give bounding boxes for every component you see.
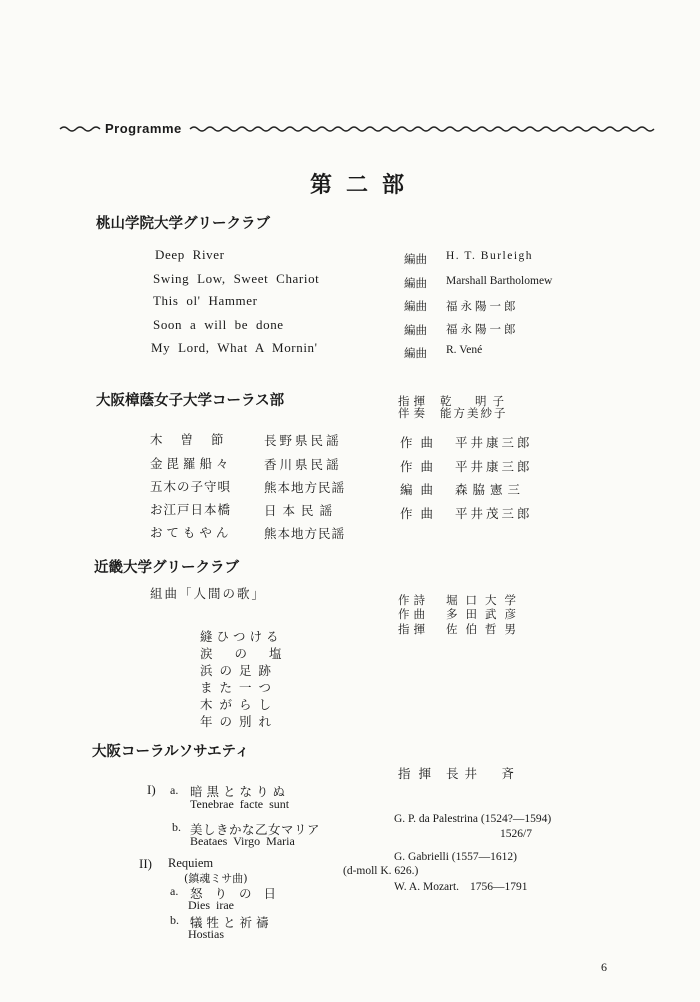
song-title: My Lord, What A Mornin' [151, 340, 318, 355]
movement-letter: b. [172, 820, 181, 834]
credit-role: 編曲 [404, 346, 427, 360]
movement: 木がらし [200, 697, 279, 712]
credit-name: 森脇憲三 [455, 482, 526, 497]
credit-role: 編曲 [404, 252, 427, 266]
credit-name: 平井康三郎 [455, 435, 533, 450]
movement-letter: a. [170, 783, 179, 797]
movement-letter: a. [170, 884, 179, 898]
song-origin: 日本民謡 [264, 503, 339, 518]
credit-role: 作詩 [398, 593, 429, 607]
song-title: 木曽節 [150, 432, 242, 447]
credit-name: 佐伯哲男 [446, 622, 524, 636]
movement-letter: b. [170, 913, 179, 927]
credit-role: 作曲 [400, 506, 442, 521]
credit-role: 作曲 [400, 459, 442, 474]
song-title: Swing Low, Sweet Chariot [153, 271, 320, 286]
composer: G. Gabrielli (1557—1612) [394, 851, 517, 863]
credit-role: 編曲 [404, 276, 427, 290]
song-title: Soon a will be done [153, 317, 284, 332]
song-title: 金毘羅船々 [150, 456, 233, 471]
suite-title: 組曲「人間の歌」 [150, 586, 267, 601]
credit-role: 指揮 [398, 622, 429, 636]
song-title: おてもやん [150, 525, 233, 540]
part-number: II) [139, 856, 152, 871]
credit-role: 指揮 [398, 394, 429, 408]
credit-name: 福永陽一郎 [446, 322, 519, 336]
movement-latin: Beataes Virgo Maria [190, 834, 295, 848]
movement: 年の別れ [200, 714, 279, 729]
song-title: 五木の子守唄 [150, 479, 232, 494]
choir-name: 桃山学院大学グリークラブ [96, 216, 270, 232]
credit-role: 編曲 [404, 299, 427, 313]
movement: 縫ひつける [200, 629, 283, 644]
work-title-jp: (鎮魂ミサ曲) [184, 872, 248, 885]
credit-role: 編曲 [400, 482, 442, 497]
credit-role: 伴奏 [398, 406, 429, 420]
credit-name: 平井茂三郎 [455, 506, 533, 521]
part-title: 第二部 [310, 172, 419, 198]
programme-label: Programme [105, 121, 182, 136]
page-number: 6 [601, 960, 607, 974]
credit-name: 堀口大学 [446, 593, 524, 607]
movement-latin: Hostias [188, 927, 224, 941]
composer-years: 1756—1791 [470, 881, 528, 893]
song-origin: 香川県民謡 [264, 457, 342, 472]
credit-role: 作曲 [400, 435, 442, 450]
composer: G. P. da Palestrina (1524?—1594) [394, 813, 552, 825]
song-title: お江戸日本橋 [150, 502, 232, 517]
composer-years-alt: 1526/7 [500, 828, 532, 840]
credit-name: 平井康三郎 [455, 459, 533, 474]
movement-jp: 美しきかな乙女マリア [190, 822, 321, 837]
credit-name: 福永陽一郎 [446, 299, 519, 313]
credit-name: 長井 斉 [446, 766, 521, 781]
credit-name: R. Vené [446, 344, 483, 356]
work-key: (d-moll K. 626.) [343, 865, 419, 877]
song-origin: 熊本地方民謡 [264, 480, 346, 495]
work-title: Requiem [168, 856, 214, 870]
movement: また一つ [200, 680, 279, 695]
song-origin: 長野県民謡 [264, 433, 342, 448]
choir-name: 大阪樟蔭女子大学コーラス部 [96, 393, 285, 409]
movement-latin: Dies irae [188, 898, 234, 912]
credit-name: 能方美紗子 [440, 406, 508, 420]
choir-name: 大阪コーラルソサエティ [92, 744, 250, 760]
part-number: I) [147, 782, 156, 797]
song-origin: 熊本地方民謡 [264, 526, 346, 541]
credit-name: 乾 明子 [440, 394, 510, 408]
credit-role: 作曲 [398, 607, 429, 621]
movement-jp: 怒りの日 [190, 886, 289, 901]
choir-name: 近畿大学グリークラブ [94, 560, 239, 576]
credit-name: 多田武彦 [446, 607, 524, 621]
movement-jp: 暗黒となりぬ [190, 784, 290, 799]
movement: 涙の塩 [200, 646, 304, 661]
song-title: This ol' Hammer [153, 293, 258, 308]
movement: 浜の足跡 [200, 663, 279, 678]
movement-jp: 犠牲と祈禱 [190, 915, 273, 930]
credit-name: Marshall Bartholomew [446, 275, 553, 287]
credit-name: H. T. Burleigh [446, 250, 534, 262]
credit-role: 編曲 [404, 323, 427, 337]
composer: W. A. Mozart. [394, 881, 460, 893]
song-title: Deep River [155, 247, 225, 262]
movement-latin: Tenebrae facte sunt [190, 797, 290, 811]
credit-role: 指揮 [398, 766, 440, 781]
